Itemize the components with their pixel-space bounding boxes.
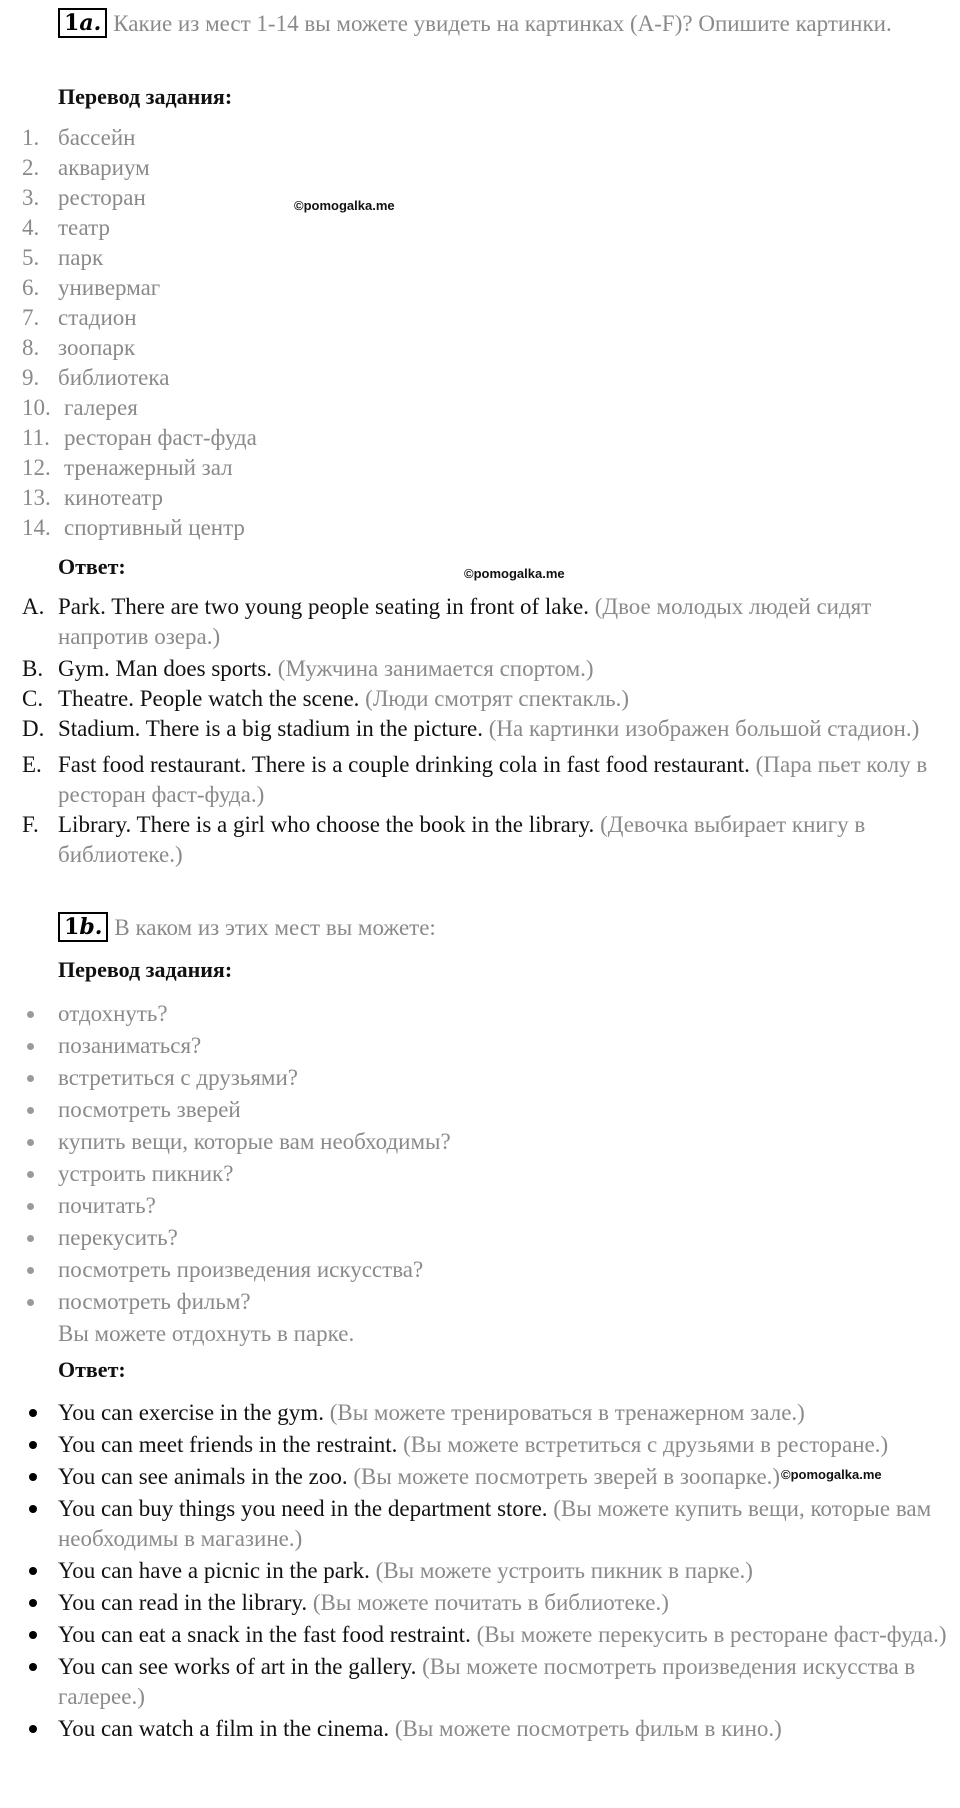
answer-item: You can meet friends in the restraint. (Вы можете встретиться с друзьями в ресторане.) (22, 1430, 958, 1460)
answer-item: E. Fast food restaurant. There is a couple drinking cola in fast food restaurant. (Пара пьет колу в ресторан фаст-фуда.) (22, 752, 928, 807)
bullet-icon (29, 1505, 37, 1513)
answer-item: D. Stadium. There is a big stadium in the picture. (На картинки изображен большой стадион.) (22, 716, 920, 741)
task-1b-instruction-block (58, 912, 436, 943)
example-line: Вы можете отдохнуть в парке. (58, 1321, 355, 1346)
watermark: ©pomogalka.me (294, 198, 395, 213)
list-item: посмотреть зверей (22, 1094, 451, 1126)
list-item: купить вещи, которые вам необходимы? (22, 1126, 451, 1158)
bullet-icon (29, 1663, 37, 1671)
list-item: 2. аквариум (22, 155, 150, 180)
bullet-icon (27, 1139, 34, 1146)
task-1b-badge (58, 912, 108, 942)
task-1b-questions (22, 998, 451, 1350)
list-item: посмотреть произведения искусства? (22, 1254, 451, 1286)
answer-item: A. Park. There are two young people seating in front of lake. (Двое молодых людей сидят напротив озера.) (22, 594, 872, 649)
bullet-icon (27, 1235, 34, 1242)
bullet-icon (29, 1725, 37, 1733)
answer-item: You can buy things you need in the department store. (Вы можете купить вещи, которые вам необходимы в магазине.) (22, 1494, 958, 1554)
bullet-icon (29, 1409, 37, 1417)
list-item: посмотреть фильм? (22, 1286, 451, 1318)
bullet-icon (27, 1203, 34, 1210)
list-item: отдохнуть? (22, 998, 451, 1030)
bullet-icon (29, 1473, 37, 1481)
bullet-icon (29, 1567, 37, 1575)
list-item: 1. бассейн (22, 125, 136, 150)
list-item: почитать? (22, 1190, 451, 1222)
answer-item: F. Library. There is a girl who choose the book in the library. (Девочка выбирает книгу в библиотеке.) (22, 812, 866, 867)
task-1b-instruction: В каком из этих мест вы можете: (114, 915, 436, 940)
bullet-icon (29, 1441, 37, 1449)
list-item: 9. библиотека (22, 365, 170, 390)
list-item: 3. ресторан (22, 185, 146, 210)
task-1b-badge-letter: b. (79, 914, 103, 940)
list-item: перекусить? (22, 1222, 451, 1254)
task-1a-instruction: Какие из мест 1-14 вы можете увидеть на картинках (A-F)? Опишите картинки. (113, 11, 892, 36)
task-1b-badge-number: 1 (64, 914, 80, 940)
bullet-icon (29, 1599, 37, 1607)
task-1b-answer-heading: Ответ: (58, 1357, 126, 1382)
list-item: 4. театр (22, 215, 110, 240)
bullet-icon (27, 1043, 34, 1050)
bullet-icon (27, 1299, 34, 1306)
watermark: ©pomogalka.me (781, 1467, 882, 1482)
task-1b-translation-heading: Перевод задания: (58, 957, 233, 982)
list-item: 8. зоопарк (22, 335, 136, 360)
list-item: 6. универмаг (22, 275, 161, 300)
bullet-icon (27, 1171, 34, 1178)
list-item: 10. галерея (22, 395, 138, 420)
answer-item: You can read in the library. (Вы можете почитать в библиотеке.) (22, 1588, 958, 1618)
list-item: 12. тренажерный зал (22, 455, 233, 480)
task-1a-instruction-block (58, 8, 938, 39)
bullet-icon (27, 1011, 34, 1018)
task-1b-answers (22, 1398, 958, 1744)
task-1a-badge-letter: a. (79, 10, 102, 36)
task-1a-answers (22, 592, 958, 870)
answer-item: You can see animals in the zoo. (Вы можете посмотреть зверей в зоопарке.) (22, 1462, 958, 1492)
list-item: 7. стадион (22, 305, 137, 330)
list-item: встретиться с друзьями? (22, 1062, 451, 1094)
task-1a-answer-heading: Ответ: (58, 554, 126, 579)
bullet-icon (27, 1107, 34, 1114)
list-item: 14. спортивный центр (22, 515, 245, 540)
list-item: 11. ресторан фаст-фуда (22, 425, 257, 450)
list-item: 5. парк (22, 245, 104, 270)
answer-item: You can eat a snack in the fast food restraint. (Вы можете перекусить в ресторане фаст-фуда.) (22, 1620, 958, 1650)
answer-item: You can watch a film in the cinema. (Вы можете посмотреть фильм в кино.) (22, 1714, 958, 1744)
answer-item: You can exercise in the gym. (Вы можете тренироваться в тренажерном зале.) (22, 1398, 958, 1428)
answer-item: B. Gym. Man does sports. (Мужчина занимается спортом.) (22, 656, 594, 681)
bullet-icon (29, 1631, 37, 1639)
bullet-icon (27, 1267, 34, 1274)
answer-item: You can see works of art in the gallery. (Вы можете посмотреть произведения искусства в галерее.) (22, 1652, 958, 1712)
list-item: 13. кинотеатр (22, 485, 163, 510)
task-1a-badge (58, 8, 107, 38)
bullet-icon (27, 1075, 34, 1082)
task-1a-badge-number: 1 (64, 10, 80, 36)
answer-item: You can have a picnic in the park. (Вы можете устроить пикник в парке.) (22, 1556, 958, 1586)
watermark: ©pomogalka.me (464, 566, 565, 581)
list-item: устроить пикник? (22, 1158, 451, 1190)
answer-item: C. Theatre. People watch the scene. (Люди смотрят спектакль.) (22, 686, 630, 711)
task-1a-translation-heading: Перевод задания: (58, 84, 233, 109)
places-list (22, 123, 257, 543)
list-item: позаниматься? (22, 1030, 451, 1062)
